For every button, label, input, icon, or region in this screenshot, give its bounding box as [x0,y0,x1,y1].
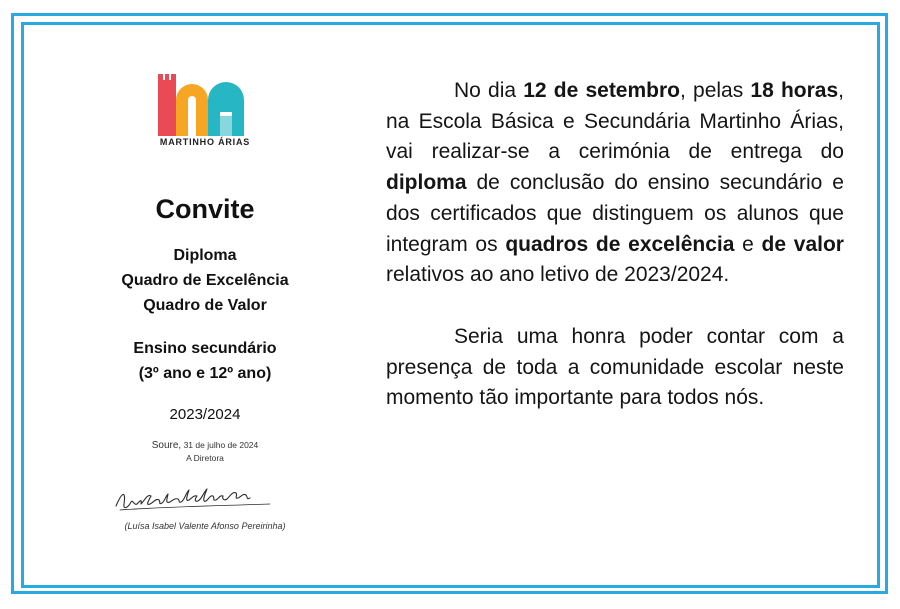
logo-text: MARTINHO ÁRIAS [159,137,251,147]
signer-role: A Diretora [186,453,224,463]
education-level [80,336,330,386]
level-line: (3º ano e 12º ano) [138,365,272,382]
body-paragraph-1: No dia 12 de setembro, pelas 18 horas, na Escola Básica e Secundária Martinho Árias, vai realizar-se a cerimónia de entrega do diploma de conclusão do ensino secundário e dos certificados que distinguem os alunos que integram os quadros de excelência e de valor relativos ao ano letivo de 2023/2024. [386,79,844,287]
school-logo-mark [156,70,254,136]
award-list [80,243,330,318]
level-line: Ensino secundário [133,340,277,357]
school-year: 2023/2024 [169,406,241,423]
place-date-block [80,439,330,464]
signature-image [110,486,300,514]
school-logo [156,70,254,156]
award-item: Quadro de Excelência [121,272,289,289]
date: 31 de julho de 2024 [183,440,259,450]
signer-name: (Luísa Isabel Valente Afonso Pereirinha) [124,521,286,531]
award-item: Diploma [173,247,237,264]
invitation-body [386,76,844,414]
invitation-card [80,70,330,531]
body-paragraph-2: Seria uma honra poder contar com a presença de toda a comunidade escolar neste momento tão importante para todos nós. [386,324,844,410]
award-item: Quadro de Valor [143,297,267,314]
invitation-title: Convite [155,194,255,224]
place: Soure, [151,440,182,451]
